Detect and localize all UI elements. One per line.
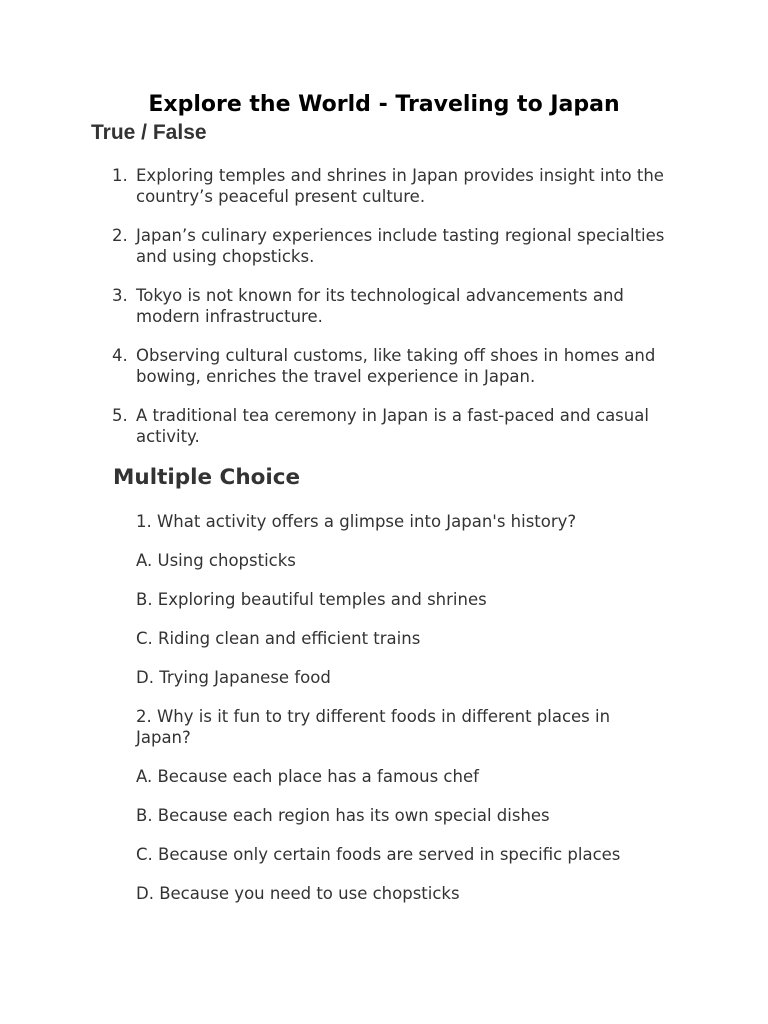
answer-option: C. Because only certain foods are served in specific places <box>136 845 621 864</box>
page-title: Explore the World - Traveling to Japan <box>148 92 620 117</box>
item-text: Observing cultural customs, like taking off shoes in homes and bowing, enriches the travel experience in Japan. <box>136 346 656 386</box>
answer-option: A. Because each place has a famous chef <box>136 767 479 786</box>
answer-option: B. Exploring beautiful temples and shrines <box>136 590 487 609</box>
true-false-item <box>112 285 682 327</box>
item-number: 5. <box>112 406 128 425</box>
item-text: Exploring temples and shrines in Japan provides insight into the country’s peaceful present culture. <box>136 166 664 206</box>
true-false-item <box>112 405 682 447</box>
item-number: 4. <box>112 346 128 365</box>
item-number: 2. <box>112 226 128 245</box>
question-text: 2. Why is it fun to try different foods in different places in Japan? <box>136 707 611 747</box>
item-text: Tokyo is not known for its technological advancements and modern infrastructure. <box>136 286 624 326</box>
answer-option: A. Using chopsticks <box>136 551 296 570</box>
question-text: 1. What activity offers a glimpse into Japan's history? <box>136 512 577 531</box>
true-false-item <box>112 225 682 267</box>
item-text: A traditional tea ceremony in Japan is a fast-paced and casual activity. <box>136 406 649 446</box>
answer-option: D. Trying Japanese food <box>136 668 331 687</box>
item-text: Japan’s culinary experiences include tasting regional specialties and using chopsticks. <box>136 226 665 266</box>
true-false-heading: True / False <box>91 121 207 144</box>
multiple-choice-heading: Multiple Choice <box>113 465 301 490</box>
true-false-item <box>112 165 682 207</box>
true-false-list <box>112 165 682 465</box>
item-number: 3. <box>112 286 128 305</box>
multiple-choice-section <box>136 511 666 922</box>
answer-option: C. Riding clean and efficient trains <box>136 629 421 648</box>
answer-option: B. Because each region has its own special dishes <box>136 806 550 825</box>
answer-option: D. Because you need to use chopsticks <box>136 884 460 903</box>
item-number: 1. <box>112 166 128 185</box>
true-false-item <box>112 345 682 387</box>
